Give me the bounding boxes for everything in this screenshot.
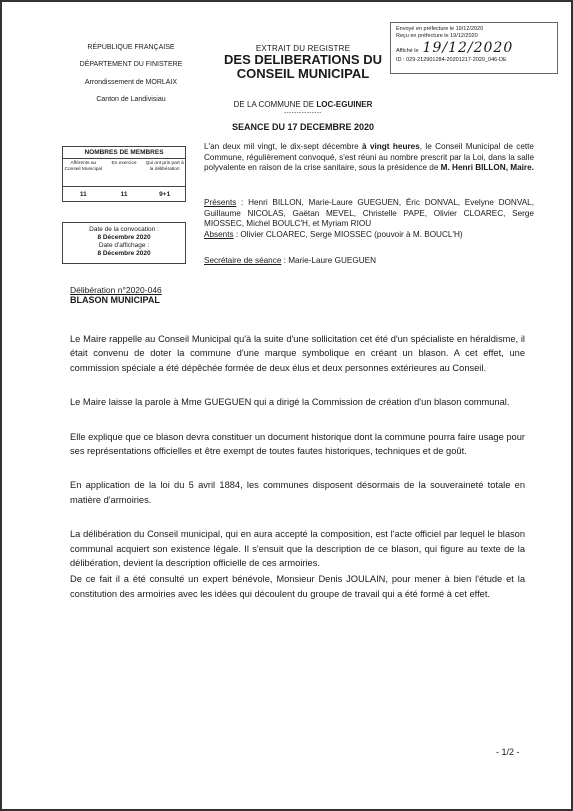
stamp-affiche-label: Affiché le	[396, 47, 419, 54]
republic-label: RÉPUBLIQUE FRANÇAISE	[87, 44, 175, 51]
secretaire-label: Secrétaire de séance	[204, 256, 282, 265]
absents-list: : Olivier CLOAREC, Serge MIOSSEC (pouvoir à M. BOUCL'H)	[233, 229, 463, 239]
members-header: NOMBRES DE MEMBRES	[63, 147, 185, 159]
intro-text-1: L'an deux mil vingt, le dix-sept décembre	[204, 142, 363, 151]
header-left	[56, 44, 206, 114]
commune-name: LOC-EGUINER	[316, 100, 373, 109]
stamp-envoye: Envoyé en préfecture le 19/12/2020	[396, 26, 484, 32]
title-line-2: CONSEIL MUNICIPAL	[236, 65, 370, 81]
title-line-1: DES DELIBERATIONS DU	[224, 52, 382, 67]
body-paragraph-6: De ce fait il a été consulté un expert bénévole, Monsieur Denis JOULAIN, pour mener à bien l'étude et la constitution des armoiries avec les idées qui découlent du groupe de travail qui a été formé à cet effet.	[70, 574, 525, 599]
members-val-afferents: 11	[79, 191, 87, 198]
dates-box	[62, 222, 186, 264]
members-col-exercice: En exercice	[111, 161, 137, 166]
page-number: - 1/2 -	[496, 747, 520, 757]
body-paragraph-2: Le Maire laisse la parole à Mme GUEGUEN qui a dirigé la Commission de création d'un blason communal.	[70, 397, 510, 408]
canton-label: Canton de Landivisiau	[96, 96, 166, 104]
members-values	[63, 187, 185, 202]
members-columns	[63, 159, 185, 187]
secretaire-name: : Marie-Laure GUEGUEN	[281, 256, 377, 265]
intro-time: à vingt heures	[362, 142, 420, 151]
members-col-afferents: Afférents au Conseil Municipal	[64, 161, 103, 172]
deliberation-number: Délibération n°2020-046	[70, 285, 162, 295]
deliberation-title: BLASON MUNICIPAL	[70, 295, 160, 305]
seance-date: SEANCE DU 17 DECEMBRE 2020	[231, 122, 375, 132]
body-paragraph-5: La délibération du Conseil municipal, qui en aura accepté la composition, est l'acte officiel par lequel le blason communal acquiert son existence légale. Il s'ensuit que la description de ce blason, qui figure au texte de la délibération, devient la description officielle de ces armoiries.	[70, 529, 525, 569]
absents-label: Absents	[204, 229, 234, 239]
body-paragraph-1: Le Maire rappelle au Conseil Municipal qu'à la suite d'une sollicitation cet été d'un spécialiste en héraldisme, il était convenu de doter la commune d'une marque symbolique en créant un blason. A cet effet, une commission spéciale a été dépêchée formée de deux élus et deux personnes extérieures au Conseil.	[70, 334, 525, 373]
commune-line	[216, 100, 390, 109]
intro-text-2: , le Conseil Municipal de cette Commune, régulièrement convoqué, s'est réuni au nombre prescrit par la Loi, dans la salle polyvalente en raison de la crise sanitaire, sous la présidence de	[204, 142, 534, 172]
prefecture-stamp	[390, 22, 558, 74]
commune-prefix: DE LA COMMUNE DE	[233, 100, 317, 109]
stamp-recu: Reçu en préfecture le 19/12/2020	[396, 32, 478, 39]
members-table	[62, 146, 186, 202]
title-block	[216, 44, 390, 80]
presents-label: Présents	[204, 198, 237, 207]
arrondissement-label: Arrondissement de MORLAIX	[84, 78, 178, 86]
presents-list: : Henri BILLON, Marie-Laure GUEGUEN, Éric DONVAL, Evelyne DONVAL, Guillaume NICOLAS, Gaëtan MEVEL, Christelle PAPE, Olivier CLOAREC, Serge MIOSSEC, Michel BOULC'H, et Myriam RIOU	[204, 198, 534, 228]
extrait-label: EXTRAIT DU REGISTRE	[255, 44, 351, 53]
body-text	[70, 332, 525, 621]
presents-paragraph	[204, 198, 534, 240]
body-paragraph-4: En application de la loi du 5 avril 1884, les communes disposent désormais de la souveraineté totale en matière d'armoiries.	[70, 480, 525, 505]
stamp-affiche	[396, 40, 552, 58]
convocation-date: 8 Décembre 2020	[97, 234, 151, 242]
members-val-exercice: 11	[120, 191, 128, 198]
stamp-id: ID : 029-212901284-20201217-2020_046-DE	[396, 57, 507, 64]
members-col-participants: Qui ont pris part à la délibération	[145, 161, 184, 172]
members-val-participants: 9+1	[159, 191, 171, 198]
affichage-date: 8 Décembre 2020	[97, 250, 151, 258]
intro-paragraph	[204, 142, 534, 174]
affichage-label: Date d'affichage :	[98, 242, 150, 250]
department-label: DÉPARTEMENT DU FINISTERE	[79, 61, 183, 69]
body-paragraph-3: Elle explique que ce blason devra constituer un document historique dont la commune pourra faire usage pour ses représentations officielles et être exempt de toutes fautes historiques, techniques et de goût.	[70, 431, 525, 457]
secretaire-line	[204, 256, 534, 265]
convocation-label: Date de la convocation :	[89, 226, 159, 233]
separator-dashes: ---------------	[284, 110, 322, 116]
intro-mayor: M. Henri BILLON, Maire.	[440, 163, 534, 172]
stamp-affiche-handwritten-date: 19/12/2020	[422, 39, 514, 56]
